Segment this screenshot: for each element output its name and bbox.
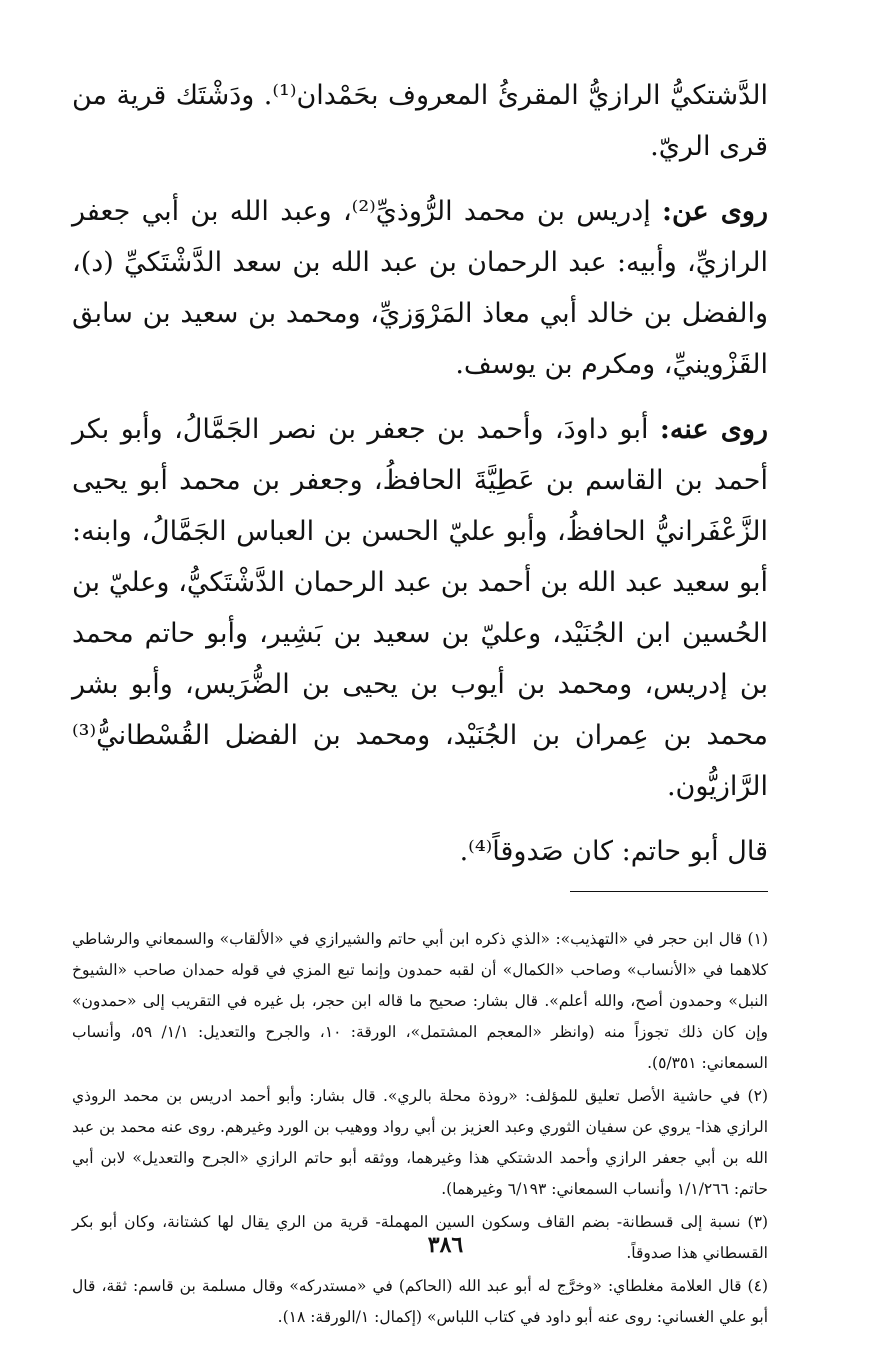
text-riwaya-anhu: أبو داودَ، وأحمد بن جعفر بن نصر الجَمَّالُ، وأبو بكر أحمد بن القاسم بن عَطِيَّةَ الحافظُ، وجعفر بن محمد أبو يحيى الزَّعْفَرانيُّ الحافظُ، وأبو عليّ الحسن بن العباس الجَمَّالُ، وابنه: أبو سعيد عبد الله بن أحمد بن عبد الرحمان الدَّشْتَكيُّ، وعليّ بن الحُسين ابن الجُنَيْد، وعليّ بن سعيد بن بَشِير، وأبو حاتم محمد بن إدريس، ومحمد بن أيوب بن يحيى بن الضُّرَيس، وأبو بشر محمد بن عِمران بن الجُنَيْد، ومحمد بن الفضل القُسْطانيُّ⁽³⁾ الرَّازيُّون.	[72, 414, 768, 802]
paragraph-intro: الدَّشتكيُّ الرازيُّ المقرئُ المعروف بحَمْدان⁽¹⁾. ودَشْتَك قرية من قرى الريّ.	[72, 80, 769, 162]
paragraph-abu-hatim: قال أبو حاتم: كان صَدوقاً⁽⁴⁾.	[459, 836, 768, 867]
page-body	[72, 70, 768, 1335]
footnote-2: (٢) في حاشية الأصل تعليق للمؤلف: «روذة محلة بالري». قال بشار: وأبو أحمد ادريس بن محمد الروذي الرازي هذا- يروي عن سفيان الثوري وعبد العزيز بن أبي رواد ووهيب بن الورد وغيرهم. روى عنه محمد بن عبد الله بن أبي جعفر الرازي وأحمد الدشتكي هذا وغيرهما، ووثقه أبو حاتم الرازي «الجرح والتعديل» لابن أبي حاتم: ١/١/٢٦٦ وأنساب السمعاني: ٦/١٩٣ وغيرهما).	[72, 1087, 768, 1198]
footnote-3: (٣) نسبة إلى قسطانة- بضم القاف وسكون السين المهملة- قرية من الري يقال لها كشتانة، وكان أبو بكر القسطاني هذا صدوقاً.	[72, 1213, 768, 1262]
paragraph-riwaya-an	[72, 186, 768, 390]
main-text	[72, 70, 768, 877]
text-riwaya-an: إدريس بن محمد الرُّوذيِّ⁽²⁾، وعبد الله بن أبي جعفر الرازيِّ، وأبيه: عبد الرحمان بن عبد الله بن سعد الدَّشْتَكيِّ (د)، والفضل بن خالد أبي معاذ المَرْوَزيِّ، ومحمد بن سعيد بن سابق القَزْوينيِّ، ومكرم بن يوسف.	[72, 196, 768, 380]
footnote-separator	[570, 891, 768, 892]
page-number: ٣٨٦	[427, 1232, 464, 1258]
footnote-separator-wrap	[72, 891, 768, 910]
label-riwaya-an: روى عن:	[662, 196, 768, 227]
paragraph-riwaya-anhu	[72, 404, 768, 812]
label-riwaya-anhu: روى عنه:	[659, 414, 768, 445]
footnotes	[72, 924, 768, 1333]
footnote-4: (٤) قال العلامة مغلطاي: «وخرَّج له أبو عبد الله (الحاكم) في «مستدركه» وقال مسلمة بن قاسم: ثقة، قال أبو علي الغساني: روى عنه أبو داود في كتاب اللباس» (إكمال: ١/الورقة: ١٨).	[72, 1277, 768, 1326]
footnote-1: (١) قال ابن حجر في «التهذيب»: «الذي ذكره ابن أبي حاتم والشيرازي في «الألقاب» والسمعاني والرشاطي كلاهما في «الأنساب» وصاحب «الكمال» أن لقبه حمدون وإنما تبع المزي في قوله حمدان صاحب «الشيوخ النبل» وحمدون أصح، والله أعلم». قال بشار: صحيح ما قاله ابن حجر، بل غيره في التقريب إلى «حمدون» وإن كان ذلك تجوزاً منه (وانظر «المعجم المشتمل»، الورقة: ١٠، والجرح والتعديل: ١/١/ ٥٩، وأنساب السمعاني: ٥/٣٥١).	[72, 930, 768, 1072]
